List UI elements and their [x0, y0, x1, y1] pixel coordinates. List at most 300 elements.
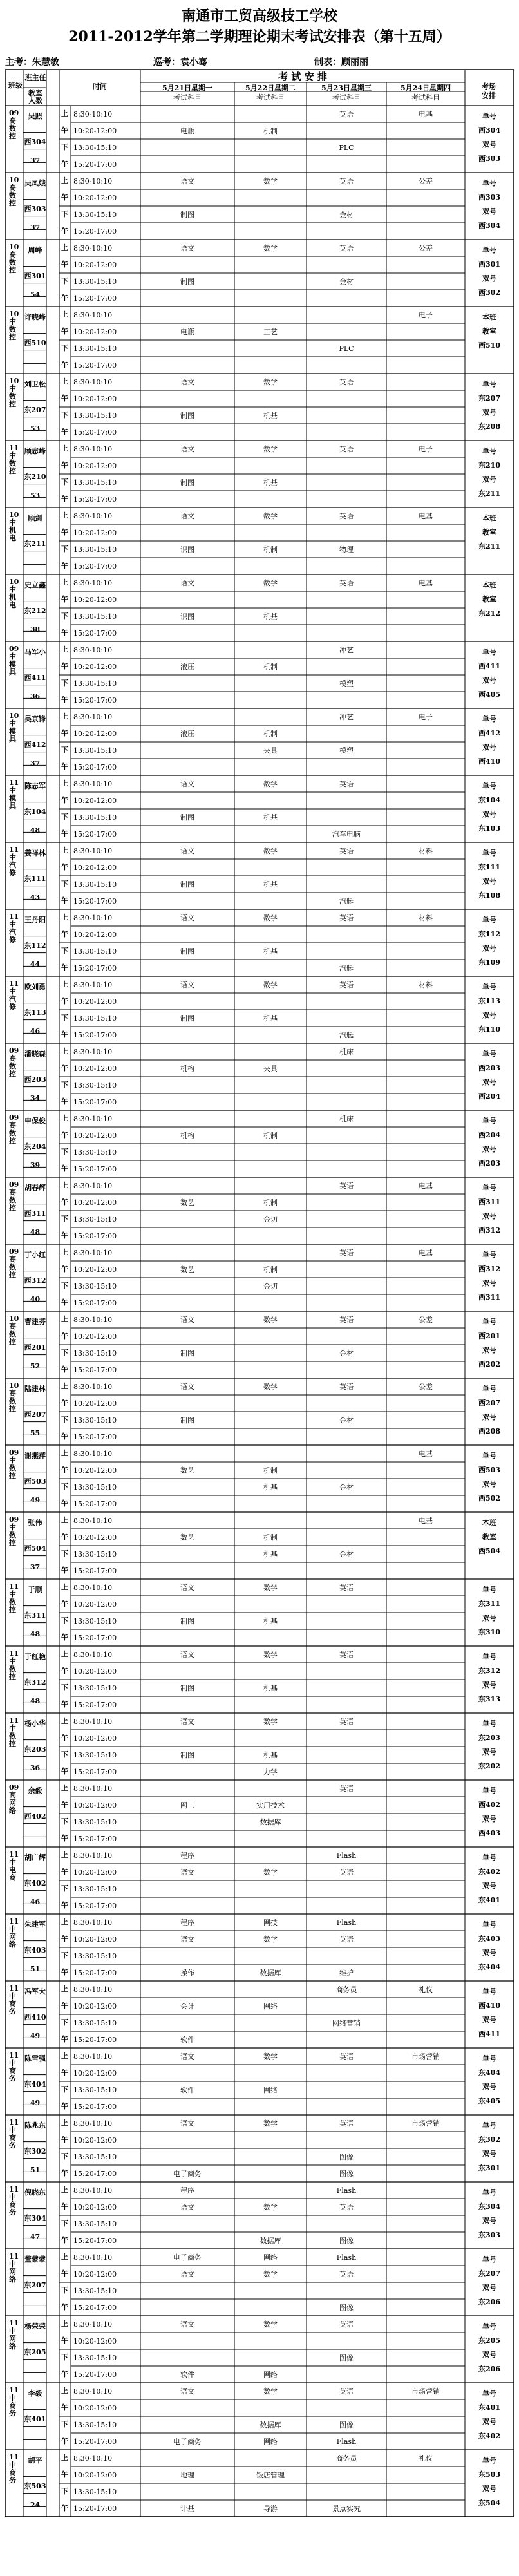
slot-time: 10:20-12:00 — [73, 1533, 117, 1542]
exam-subject: 机制 — [263, 1132, 278, 1140]
exam-subject: 语文 — [180, 445, 194, 453]
slot-pm: 下 — [61, 2152, 68, 2161]
exam-subject: 电瓶 — [180, 328, 194, 336]
slot-pm: 下 — [61, 1148, 68, 1156]
exam-subject: PLC — [339, 144, 354, 152]
exam-subject: 机制 — [263, 545, 278, 554]
exam-subject: 数学 — [263, 378, 278, 386]
slot-time: 15:20-17:00 — [73, 2438, 117, 2446]
slot-time: 8:30-10:10 — [73, 579, 113, 587]
exam-room-note: 单号 — [482, 1184, 496, 1192]
row-teacher: 谢燕萍 — [24, 1452, 46, 1460]
exam-subject: 英语 — [339, 2203, 354, 2211]
exam-room-note: 双号 — [482, 1145, 496, 1153]
exam-subject: 维护 — [339, 1969, 354, 1977]
exam-subject: 物理 — [339, 545, 354, 554]
exam-subject: Flash — [336, 2253, 357, 2262]
row-teacher: 冯军大 — [24, 1987, 46, 1996]
exam-subject: 制图 — [180, 278, 194, 286]
slot-time: 8:30-10:10 — [73, 110, 113, 118]
exam-subject: 图像 — [339, 2170, 354, 2178]
exam-subject: 网络营销 — [332, 2019, 361, 2027]
slot-am: 上 — [61, 1650, 68, 1658]
slot-am: 上 — [61, 779, 68, 788]
exam-room-note: 西201 — [478, 1332, 500, 1340]
slot-time: 8:30-10:10 — [73, 780, 113, 788]
slot-am: 上 — [61, 2186, 68, 2194]
exam-subject: 语文 — [180, 2320, 194, 2329]
slot-time: 10:20-12:00 — [73, 2337, 117, 2345]
exam-subject: 语文 — [180, 1584, 194, 1592]
exam-room-note: 双号 — [482, 1882, 496, 1890]
slot-time: 13:30-15:10 — [73, 2086, 117, 2094]
exam-subject: 数艺 — [180, 1533, 194, 1542]
row-class: 11中商务 — [9, 2185, 19, 2217]
slot-am: 上 — [61, 2387, 68, 2395]
slot-pm: 下 — [61, 2085, 68, 2094]
exam-subject: 市场营销 — [411, 2387, 440, 2396]
slot-pm: 下 — [61, 813, 68, 821]
exam-room-note: 本班 — [482, 581, 496, 589]
exam-subject: Flash — [336, 1852, 357, 1860]
slot-am: 上 — [61, 1047, 68, 1056]
exam-subject: 夹具 — [263, 746, 278, 755]
exam-room-note: 单号 — [482, 2322, 496, 2331]
row-teacher: 顾志峰 — [24, 447, 46, 455]
exam-subject: 语文 — [180, 780, 194, 788]
exam-room-note: 东207 — [478, 394, 500, 402]
exam-subject: 英语 — [339, 2320, 354, 2329]
exam-room-note: 东211 — [478, 489, 500, 498]
exam-room-note: 单号 — [482, 1452, 496, 1460]
slot-time: 13:30-15:10 — [73, 679, 117, 688]
exam-room-note: 东301 — [478, 2164, 500, 2172]
slot-am-2: 午 — [61, 2470, 68, 2479]
exam-subject: Flash — [336, 1918, 357, 1927]
slot-time: 15:20-17:00 — [73, 227, 117, 236]
exam-subject: 英语 — [339, 244, 354, 252]
row-teacher: 申保俊 — [24, 1117, 46, 1125]
exam-subject: 公差 — [419, 1383, 433, 1391]
exam-subject: 机基 — [263, 478, 278, 487]
exam-subject: 语文 — [180, 2270, 194, 2278]
slot-time: 15:20-17:00 — [73, 830, 117, 838]
exam-room-note: 西510 — [478, 341, 500, 350]
slot-time: 15:20-17:00 — [73, 1634, 117, 1642]
exam-subject: 景点实究 — [332, 2505, 361, 2513]
slot-pm-2: 午 — [61, 1298, 68, 1307]
slot-am-2: 午 — [61, 1466, 68, 1474]
row-count: 37 — [30, 156, 41, 165]
slot-pm-2: 午 — [61, 227, 68, 235]
schedule-title: 2011-2012学年第二学期理论期末考试安排表（第十五周） — [68, 28, 451, 45]
row-teacher: 朱建军 — [24, 1920, 46, 1929]
slot-time: 15:20-17:00 — [73, 897, 117, 905]
slot-time: 8:30-10:10 — [73, 2119, 113, 2128]
slot-pm: 下 — [61, 277, 68, 285]
slot-time: 8:30-10:10 — [73, 1517, 113, 1525]
exam-room-note: 东112 — [478, 930, 500, 938]
exam-subject: 数学 — [263, 981, 278, 989]
slot-pm-2: 午 — [61, 629, 68, 637]
exam-subject: 语文 — [180, 1383, 194, 1391]
row-teacher: 杨小华 — [24, 1719, 46, 1728]
slot-time: 10:20-12:00 — [73, 2203, 117, 2211]
slot-am-2: 午 — [61, 2202, 68, 2211]
exam-room-note: 西202 — [478, 1360, 500, 1368]
row-room: 东211 — [24, 540, 46, 548]
slot-time: 8:30-10:10 — [73, 1651, 113, 1659]
exam-room-note: 西502 — [478, 1494, 500, 1502]
row-teacher: 史立鑫 — [24, 581, 46, 589]
slot-pm: 下 — [61, 1817, 68, 1826]
exam-subject: 数艺 — [180, 1466, 194, 1475]
slot-time: 13:30-15:10 — [73, 1617, 117, 1625]
slot-am-2: 午 — [61, 1265, 68, 1273]
exam-room-note: 西303 — [478, 193, 500, 202]
slot-time: 10:20-12:00 — [73, 1466, 117, 1475]
exam-subject: 软件 — [180, 2086, 194, 2094]
slot-time: 10:20-12:00 — [73, 328, 117, 336]
row-count: 37 — [30, 223, 41, 232]
row-teacher: 张伟 — [28, 1519, 42, 1527]
slot-pm-2: 午 — [61, 2102, 68, 2110]
exam-subject: 导游 — [263, 2505, 278, 2513]
slot-time: 10:20-12:00 — [73, 730, 117, 738]
slot-pm-2: 午 — [61, 1499, 68, 1508]
header-time: 时间 — [93, 82, 107, 91]
slot-am: 上 — [61, 1717, 68, 1725]
row-room: 东104 — [24, 808, 46, 816]
exam-room-note: 双号 — [482, 2351, 496, 2359]
exam-subject: 饭店管理 — [256, 2471, 285, 2479]
exam-room-note: 双号 — [482, 274, 496, 283]
exam-room-note: 单号 — [482, 1653, 496, 1661]
slot-am-2: 午 — [61, 1533, 68, 1541]
exam-subject: 英语 — [339, 2270, 354, 2278]
exam-room-note: 西204 — [478, 1131, 500, 1139]
row-room: 东311 — [24, 1611, 46, 1620]
slot-time: 13:30-15:10 — [73, 1550, 117, 1558]
exam-room-note: 西311 — [478, 1198, 500, 1206]
exam-subject: 图像 — [339, 2354, 354, 2362]
exam-room-note: 东108 — [478, 891, 500, 900]
exam-room-note: 西208 — [478, 1427, 500, 1435]
slot-am: 上 — [61, 511, 68, 520]
exam-subject: 语文 — [180, 914, 194, 922]
row-room: 西410 — [24, 2013, 46, 2022]
exam-room-note: 西503 — [478, 1466, 500, 1474]
slot-am: 上 — [61, 1181, 68, 1189]
exam-room-note: 西302 — [478, 289, 500, 297]
slot-time: 8:30-10:10 — [73, 177, 113, 185]
row-count: 24 — [30, 2501, 41, 2509]
exam-subject: 市场营销 — [411, 2052, 440, 2061]
slot-time: 15:20-17:00 — [73, 1701, 117, 1709]
exam-subject: 语文 — [180, 1935, 194, 1944]
chief-examiner: 主考：朱慧敏 — [5, 57, 59, 68]
exam-room-note: 西303 — [478, 155, 500, 163]
exam-room-note: 教室 — [482, 327, 496, 336]
row-count: 48 — [30, 826, 41, 835]
exam-subject: 金材 — [339, 211, 354, 219]
row-class: 11中电商 — [9, 1850, 19, 1882]
exam-room-note: 单号 — [482, 2456, 496, 2465]
exam-room-note: 东313 — [478, 1695, 500, 1703]
exam-subject: 机床 — [339, 1048, 354, 1056]
exam-subject: 数学 — [263, 2387, 278, 2396]
slot-pm: 下 — [61, 2286, 68, 2295]
slot-pm: 下 — [61, 545, 68, 553]
row-room: 东210 — [24, 473, 46, 481]
slot-pm-2: 午 — [61, 495, 68, 503]
exam-subject: 地理 — [180, 2471, 194, 2479]
exam-subject: 英语 — [339, 847, 354, 855]
slot-time: 8:30-10:10 — [73, 1182, 113, 1190]
slot-time: 13:30-15:10 — [73, 1282, 117, 1291]
exam-subject: 金切 — [263, 1282, 278, 1291]
row-class: 11中商务 — [9, 2118, 19, 2150]
exam-room-note: 西312 — [478, 1226, 500, 1235]
row-class: 11中汽修 — [9, 846, 19, 877]
exam-subject: 液压 — [180, 663, 194, 671]
slot-am: 上 — [61, 377, 68, 386]
header-class: 班级 — [8, 81, 23, 90]
slot-time: 13:30-15:10 — [73, 211, 117, 219]
exam-subject: 操作 — [180, 1969, 194, 1977]
exam-room-note: 单号 — [482, 1719, 496, 1728]
row-class: 11中网络 — [9, 2252, 19, 2284]
slot-time: 15:20-17:00 — [73, 763, 117, 772]
exam-subject: 语文 — [180, 1868, 194, 1877]
slot-am-2: 午 — [61, 1868, 68, 1876]
exam-subject: 商务员 — [335, 2454, 357, 2463]
exam-room-note: 双号 — [482, 475, 496, 484]
slot-am-2: 午 — [61, 1734, 68, 1742]
exam-subject: 电子 — [419, 713, 433, 721]
row-count: 37 — [30, 759, 41, 768]
slot-pm: 下 — [61, 1215, 68, 1223]
slot-pm: 下 — [61, 746, 68, 754]
slot-time: 15:20-17:00 — [73, 2304, 117, 2312]
exam-subject: 机基 — [263, 1684, 278, 1692]
slot-am-2: 午 — [61, 662, 68, 670]
slot-time: 15:20-17:00 — [73, 629, 117, 638]
exam-subject: 机制 — [263, 1198, 278, 1207]
exam-subject: 语文 — [180, 579, 194, 587]
exam-room-note: 东303 — [478, 2231, 500, 2239]
slot-pm: 下 — [61, 1884, 68, 1893]
row-count: 36 — [30, 692, 41, 701]
slot-time: 15:20-17:00 — [73, 2036, 117, 2044]
exam-room-note: 单号 — [482, 1318, 496, 1326]
slot-time: 8:30-10:10 — [73, 1718, 113, 1726]
exam-subject: 英语 — [339, 914, 354, 922]
exam-subject: 数学 — [263, 1868, 278, 1877]
slot-time: 10:20-12:00 — [73, 1667, 117, 1676]
row-room: 东312 — [24, 1678, 46, 1687]
slot-pm: 下 — [61, 478, 68, 486]
slot-am: 上 — [61, 2320, 68, 2328]
slot-time: 8:30-10:10 — [73, 378, 113, 386]
slot-time: 15:20-17:00 — [73, 1366, 117, 1374]
exam-subject: 数学 — [263, 1651, 278, 1659]
exam-subject: 网络 — [263, 2253, 278, 2262]
slot-pm-2: 午 — [61, 696, 68, 704]
slot-time: 8:30-10:10 — [73, 2253, 113, 2262]
row-teacher: 曹建芬 — [24, 1318, 46, 1326]
exam-subject: 数学 — [263, 1383, 278, 1391]
row-teacher: 杨荣荣 — [24, 2322, 46, 2331]
slot-am: 上 — [61, 2253, 68, 2261]
slot-pm-2: 午 — [61, 963, 68, 972]
exam-subject: 数据库 — [260, 1818, 281, 1826]
row-room: 东404 — [24, 2080, 46, 2088]
slot-time: 13:30-15:10 — [73, 2287, 117, 2295]
exam-room-note: 单号 — [482, 1586, 496, 1594]
exam-room-note: 西312 — [478, 1265, 500, 1273]
exam-room-note: 单号 — [482, 1117, 496, 1125]
slot-pm-2: 午 — [61, 762, 68, 771]
exam-subject: 英语 — [339, 445, 354, 453]
row-class: 10中数控 — [9, 377, 19, 408]
slot-time: 15:20-17:00 — [73, 428, 117, 437]
slot-am-2: 午 — [61, 1667, 68, 1675]
row-room: 西510 — [24, 339, 46, 347]
row-class: 11中网络 — [9, 2319, 19, 2351]
slot-pm: 下 — [61, 2353, 68, 2362]
row-class: 10中模具 — [9, 712, 19, 743]
exam-subject: Flash — [336, 2438, 357, 2446]
exam-subject: 礼仪 — [419, 1985, 433, 1994]
slot-time: 13:30-15:10 — [73, 947, 117, 956]
row-teacher: 胡春辉 — [24, 1184, 46, 1192]
exam-room-note: 西411 — [478, 662, 500, 670]
row-room: 西207 — [24, 1410, 46, 1419]
slot-pm: 下 — [61, 411, 68, 419]
row-teacher: 于顺 — [28, 1586, 42, 1594]
row-count: 49 — [30, 2099, 41, 2107]
exam-room-note: 双号 — [482, 1614, 496, 1622]
slot-pm-2: 午 — [61, 829, 68, 838]
row-teacher: 许晓峰 — [24, 313, 46, 321]
exam-room-note: 双号 — [482, 1413, 496, 1421]
exam-subject: 数艺 — [180, 1265, 194, 1274]
row-class: 10高数控 — [9, 1314, 19, 1346]
slot-am-2: 午 — [61, 1131, 68, 1139]
slot-am-2: 午 — [61, 2069, 68, 2077]
row-count: 34 — [30, 1094, 41, 1103]
slot-time: 8:30-10:10 — [73, 981, 113, 989]
exam-room-note: 单号 — [482, 1920, 496, 1929]
exam-subject: 力学 — [263, 1768, 278, 1776]
table-maker: 制表：顾丽丽 — [314, 57, 368, 68]
exam-room-note: 东404 — [478, 1963, 500, 1971]
exam-subject: 制图 — [180, 1751, 194, 1759]
exam-room-note: 东404 — [478, 2069, 500, 2077]
row-class: 10高数控 — [9, 176, 19, 207]
exam-subject: PLC — [339, 345, 354, 353]
slot-pm-2: 午 — [61, 1767, 68, 1776]
slot-time: 10:20-12:00 — [73, 1935, 117, 1944]
slot-time: 8:30-10:10 — [73, 1383, 113, 1391]
exam-subject: 冲艺 — [339, 713, 354, 721]
slot-time: 8:30-10:10 — [73, 646, 113, 654]
slot-time: 8:30-10:10 — [73, 1249, 113, 1257]
slot-am: 上 — [61, 846, 68, 855]
slot-pm: 下 — [61, 2219, 68, 2228]
exam-room-note: 东312 — [478, 1667, 500, 1675]
exam-subject: 英语 — [339, 1182, 354, 1190]
slot-am-2: 午 — [61, 863, 68, 871]
exam-subject: 夹具 — [263, 1065, 278, 1073]
header-day-3: 5月23日星期三 — [321, 84, 372, 92]
slot-time: 15:20-17:00 — [73, 160, 117, 169]
slot-time: 10:20-12:00 — [73, 1801, 117, 1810]
slot-time: 13:30-15:10 — [73, 1014, 117, 1023]
slot-am: 上 — [61, 645, 68, 654]
slot-am-2: 午 — [61, 126, 68, 135]
header-subject-1: 考试科目 — [173, 93, 202, 102]
slot-time: 8:30-10:10 — [73, 1785, 113, 1793]
exam-room-note: 单号 — [482, 648, 496, 656]
exam-subject: 语文 — [180, 1718, 194, 1726]
exam-subject: 电瓶 — [180, 127, 194, 135]
slot-pm-2: 午 — [61, 1901, 68, 1909]
exam-subject: 制图 — [180, 478, 194, 487]
slot-am: 上 — [61, 1985, 68, 1993]
row-count: 53 — [30, 491, 41, 500]
exam-subject: 英语 — [339, 1316, 354, 1324]
exam-room-note: 单号 — [482, 2121, 496, 2130]
exam-subject: 网络 — [263, 2371, 278, 2379]
row-room: 东205 — [24, 2348, 46, 2356]
exam-room-note: 西403 — [478, 1829, 500, 1837]
slot-pm: 下 — [61, 143, 68, 151]
row-count: 47 — [30, 2233, 41, 2241]
slot-time: 10:20-12:00 — [73, 1399, 117, 1408]
exam-subject: 英语 — [339, 512, 354, 520]
exam-subject: 公差 — [419, 244, 433, 252]
exam-room-note: 单号 — [482, 2255, 496, 2264]
exam-subject: 图像 — [339, 2421, 354, 2429]
row-class: 11中商务 — [9, 2051, 19, 2083]
exam-subject: 电子 — [419, 445, 433, 453]
slot-pm: 下 — [61, 2018, 68, 2027]
row-room: 东402 — [24, 1879, 46, 1888]
slot-time: 10:20-12:00 — [73, 2136, 117, 2145]
exam-subject: 数据库 — [260, 2237, 281, 2245]
slot-time: 10:20-12:00 — [73, 931, 117, 939]
row-room: 西203 — [24, 1075, 46, 1084]
row-class: 09高数控 — [9, 1180, 19, 1212]
slot-time: 10:20-12:00 — [73, 1265, 117, 1274]
row-teacher: 欧刘勇 — [24, 983, 46, 991]
slot-time: 15:20-17:00 — [73, 1567, 117, 1575]
slot-time: 13:30-15:10 — [73, 746, 117, 755]
slot-pm-2: 午 — [61, 1365, 68, 1374]
exam-room-note: 单号 — [482, 2188, 496, 2197]
slot-am: 上 — [61, 1851, 68, 1859]
slot-pm-2: 午 — [61, 1968, 68, 1976]
slot-time: 13:30-15:10 — [73, 1885, 117, 1893]
exam-subject: 英语 — [339, 2119, 354, 2128]
exam-subject: 数学 — [263, 914, 278, 922]
exam-subject: 机制 — [263, 663, 278, 671]
exam-subject: 机基 — [263, 947, 278, 956]
row-count: 53 — [30, 424, 41, 433]
exam-room-note: 教室 — [482, 595, 496, 603]
